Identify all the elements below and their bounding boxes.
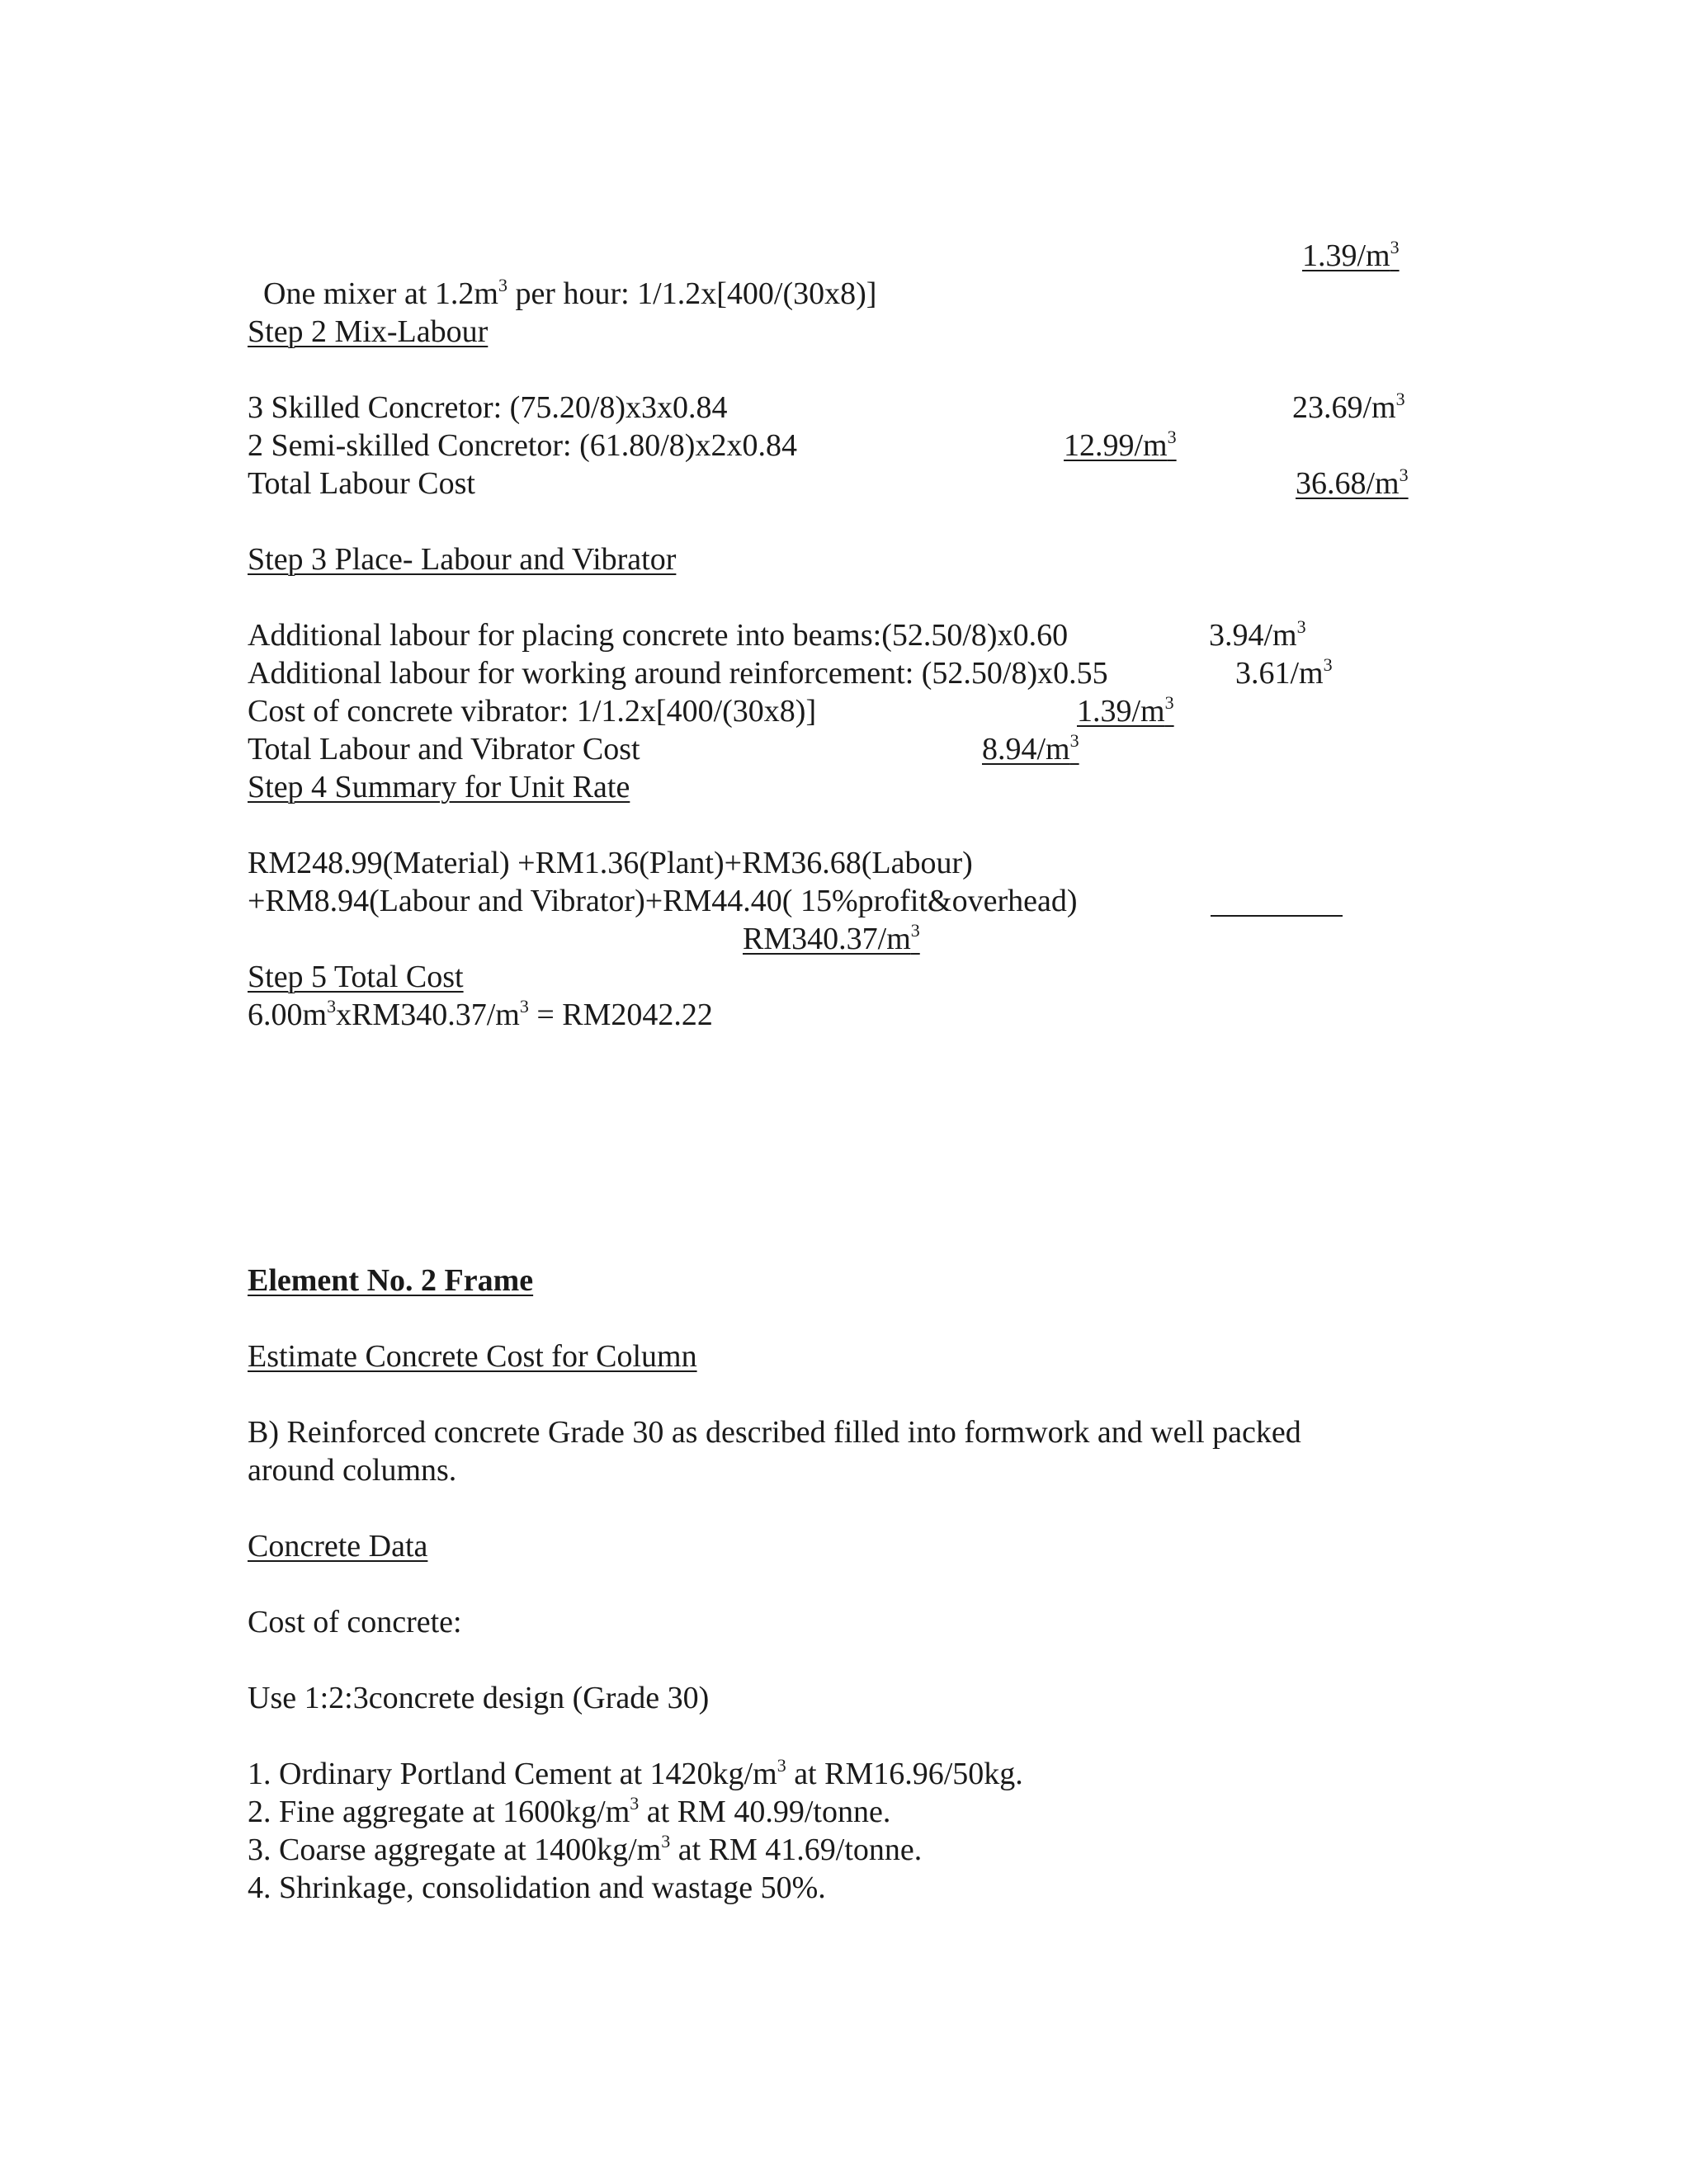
list-item: 4. Shrinkage, consolidation and wastage 50%. <box>248 1870 826 1905</box>
total-labour-vibrator-text: Total Labour and Vibrator Cost <box>248 732 640 767</box>
total-labour-vibrator-value: $8.94/m^3$ <box>982 730 1079 767</box>
element-heading: Element No. 2 Frame <box>248 1263 534 1298</box>
step3-heading: Step 3 Place- Labour and Vibrator <box>248 542 677 577</box>
concrete-design-line: Use 1:2:3concrete design (Grade 30) <box>248 1681 710 1715</box>
semi-skilled-concretor-text: 2 Semi-skilled Concretor: (61.80/8)x2x0.84 <box>248 428 797 463</box>
summary-total-rule <box>1211 915 1343 917</box>
vibrator-cost-text: Cost of concrete vibrator: 1/1.2x[400/(30x8)] <box>248 694 817 729</box>
unit-rate-result: $RM340.37/m^3$ <box>743 920 920 956</box>
total-labour-cost-value: $36.68/m^3$ <box>1296 465 1409 501</box>
reinforcement-labour-text: Additional labour for working around reinforcement: (52.50/8)x0.55 <box>248 656 1108 691</box>
description-line-1: B) Reinforced concrete Grade 30 as described filled into formwork and well packed <box>248 1415 1301 1450</box>
total-labour-cost-text: Total Labour Cost <box>248 466 475 501</box>
skilled-concretor-value: $23.69/m^3$ <box>1292 389 1405 425</box>
reinforcement-labour-value: $3.61/m^3$ <box>1235 654 1333 691</box>
mixer-line-text: One mixer at $1.2m^3$ per hour: 1/1.2x[400/(30x8)] <box>263 275 877 311</box>
vibrator-cost-value: $1.39/m^3$ <box>1077 692 1174 729</box>
beams-labour-text: Additional labour for placing concrete into beams:(52.50/8)x0.60 <box>248 618 1069 653</box>
skilled-concretor-text: 3 Skilled Concretor: (75.20/8)x3x0.84 <box>248 390 728 425</box>
step2-heading: Step 2 Mix-Labour <box>248 314 489 349</box>
total-cost-calculation: $6.00m^3xRM340.37/m^3 = RM2042.22$ <box>248 996 713 1032</box>
cost-of-concrete-label: Cost of concrete: <box>248 1605 462 1639</box>
list-item: 2. Fine aggregate at $1600kg/m^3$ at RM 40.99/tonne. <box>248 1793 891 1829</box>
step5-heading: Step 5 Total Cost <box>248 960 464 994</box>
list-item: 1. Ordinary Portland Cement at $1420kg/m^3$ at RM16.96/50kg. <box>248 1755 1023 1791</box>
concrete-data-heading: Concrete Data <box>248 1529 428 1564</box>
step4-heading: Step 4 Summary for Unit Rate <box>248 770 630 804</box>
beams-labour-value: $3.94/m^3$ <box>1209 616 1306 653</box>
element-subheading: Estimate Concrete Cost for Column <box>248 1339 697 1374</box>
summary-line-2: +RM8.94(Labour and Vibrator)+RM44.40( 15%profit&overhead) <box>248 884 1078 918</box>
mixer-line-value: $1.39/m^3$ <box>1302 237 1400 273</box>
list-item: 3. Coarse aggregate at $1400kg/m^3$ at RM 41.69/tonne. <box>248 1831 923 1867</box>
semi-skilled-concretor-value: $12.99/m^3$ <box>1064 427 1177 463</box>
description-line-2: around columns. <box>248 1453 457 1488</box>
summary-line-1: RM248.99(Material) +RM1.36(Plant)+RM36.68(Labour) <box>248 846 973 880</box>
